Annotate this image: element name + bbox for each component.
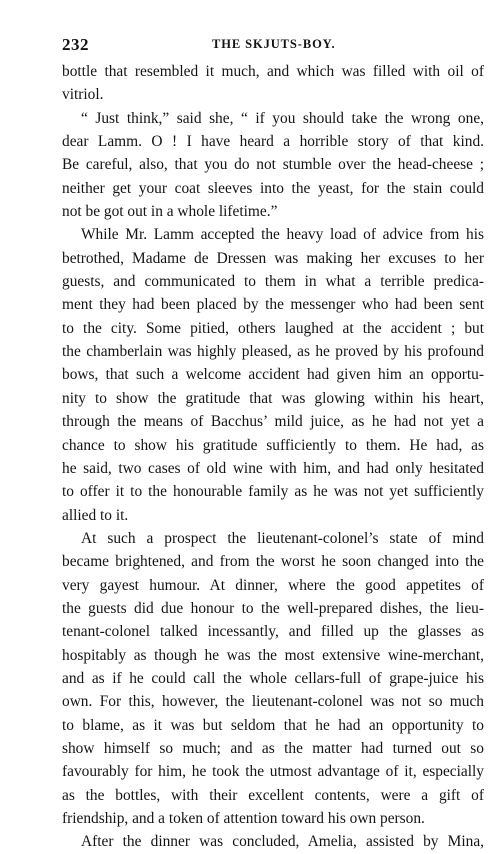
text-line: neither get your coat sleeves into the yeast, for the stain could bbox=[62, 179, 484, 197]
text-line: vitriol. bbox=[62, 86, 104, 104]
text-line: as the bottles, with their excellent contents, were a gift of bbox=[62, 786, 484, 804]
text-line: “ Just think,” said she, “ if you should take the wrong one, bbox=[81, 109, 484, 127]
text-line: bottle that resembled it much, and which was filled with oil of bbox=[62, 63, 484, 80]
text-line: show himself so much; and as the matter had turned out so bbox=[62, 739, 484, 757]
text-line: to offer it to the honourable family as he was not yet sufficiently bbox=[62, 483, 484, 501]
text-line: ment they had been placed by the messenger who had been sent bbox=[62, 296, 484, 314]
text-line: bows, that such a welcome accident had given him an opportu- bbox=[62, 366, 484, 384]
text-line: not be got out in a whole lifetime.” bbox=[62, 203, 278, 221]
text-line: tenant-colonel talked incessantly, and filled up the glasses as bbox=[62, 623, 484, 641]
page-header bbox=[62, 35, 484, 55]
text-line: hospitably as though he was the most extensive wine-merchant, bbox=[62, 646, 484, 664]
text-line: own. For this, however, the lieutenant-colonel was not so much bbox=[62, 693, 484, 711]
text-line: chance to show his gratitude sufficiently to them. He had, as bbox=[62, 436, 484, 454]
text-line: Be careful, also, that you do not stumble over the head-cheese ; bbox=[62, 156, 484, 174]
text-line: At such a prospect the lieutenant-colonel’s state of mind bbox=[81, 529, 484, 547]
text-line: to the city. Some pitied, others laughed at the accident ; but bbox=[62, 319, 484, 337]
text-line: After the dinner was concluded, Amelia, assisted by Mina, bbox=[81, 833, 484, 851]
text-line: became brightened, and from the worst he soon changed into the bbox=[62, 553, 484, 571]
text-line: dear Lamm. O ! I have heard a horrible story of that kind. bbox=[62, 133, 484, 151]
text-line: through the means of Bacchus’ mild juice, as he had not yet a bbox=[62, 413, 484, 431]
text-line: he said, two cases of old wine with him, and had only hesitated bbox=[62, 459, 484, 477]
text-line: and as if he could call the whole cellars-full of grape-juice his bbox=[62, 669, 484, 687]
text-line: guests, and communicated to them in what a terrible predica- bbox=[62, 273, 484, 291]
text-line: nity to show the gratitude that was glowing within his heart, bbox=[62, 389, 484, 407]
text-line: very gayest humour. At dinner, where the good appetites of bbox=[62, 576, 484, 594]
text-line: the guests did due honour to the well-prepared dishes, the lieu- bbox=[62, 599, 484, 617]
text-line: the chamberlain was highly pleased, as he proved by his profound bbox=[62, 343, 484, 361]
text-line: allied to it. bbox=[62, 506, 129, 524]
text-line: to blame, as it was but seldom that he had an opportunity to bbox=[62, 716, 484, 734]
text-line: While Mr. Lamm accepted the heavy load of advice from his bbox=[81, 226, 484, 244]
running-title: THE SKJUTS-BOY. bbox=[212, 37, 336, 51]
text-line: friendship, and a token of attention toward his own person. bbox=[62, 810, 425, 827]
text-line: favourably for him, he took the utmost advantage of it, especially bbox=[62, 763, 484, 781]
body-text bbox=[62, 60, 484, 854]
text-line: betrothed, Madame de Dressen was making her excuses to her bbox=[62, 249, 484, 267]
page-number: 232 bbox=[62, 35, 89, 54]
